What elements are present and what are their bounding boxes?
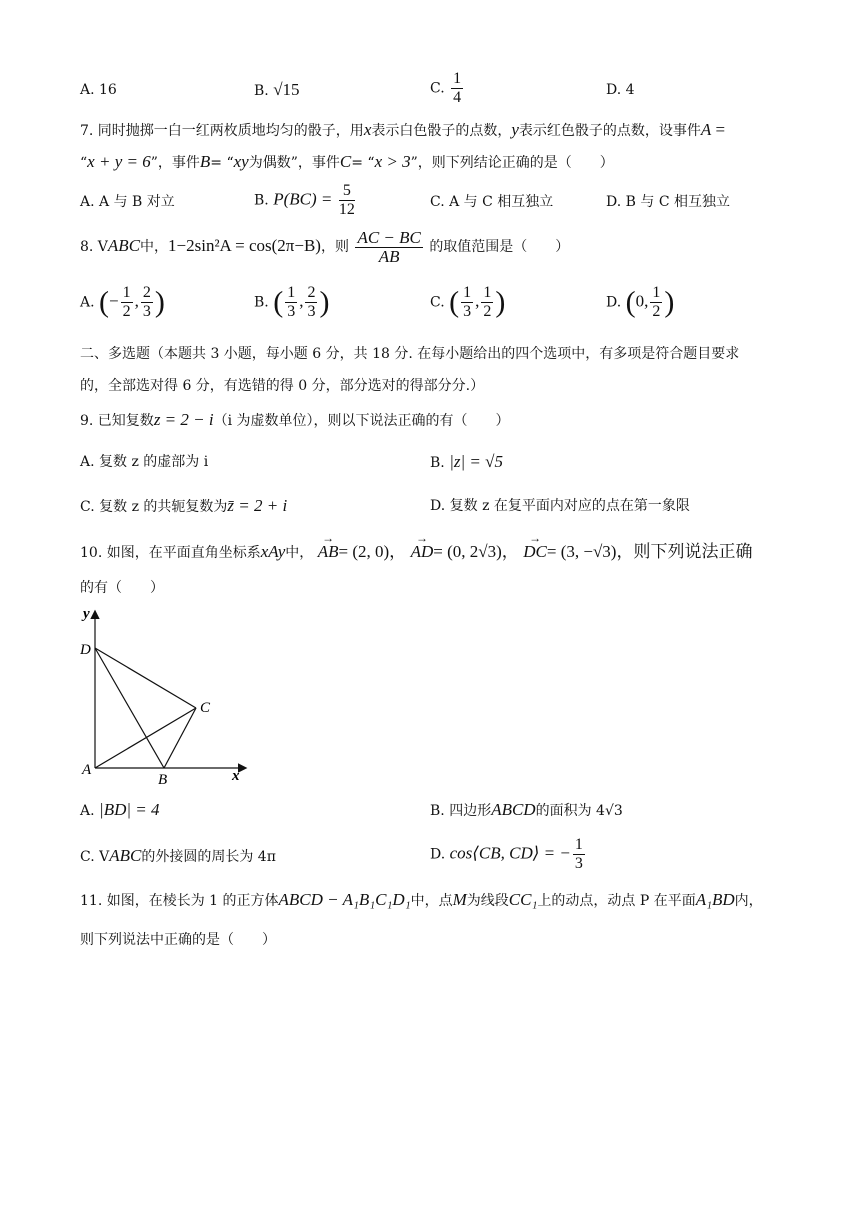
q6-option-b-value: √15 [273, 80, 300, 99]
fig-label-b: B [158, 772, 168, 784]
fig-label-d: D [80, 642, 91, 658]
q8-option-d: D. (0, $\frac{1}{2}$ ) [606, 284, 675, 320]
fig-label-a: A [82, 762, 92, 778]
fig-label-x: x [232, 768, 240, 784]
section2-heading-line2: 的，全部选对得 6 分，有选错的得 0 分，部分选对的得部分分.） [80, 378, 485, 394]
q7-stem-line2: “x + y = 6”，事件B= “xy为偶数”，事件C= “x > 3”，则下列结论正确的是（ ） [80, 152, 614, 171]
q9-option-b: B. |z| = √5 [430, 452, 503, 471]
q6-option-b-label: B. [254, 83, 269, 99]
q6-option-a: A. 16 [80, 82, 117, 98]
segment-db [95, 648, 164, 768]
q7-option-b: B. P(BC) = $\frac{5}{12}$ [254, 182, 355, 218]
q10-stem-line1: 10. 如图，在平面直角坐标系xAy中， → AB= (2, 0)， → AD= (0, 2√3)， → DC= (3, −√3)，则下列说法正确 [80, 542, 752, 563]
fig-label-y: y [83, 606, 90, 622]
q8-option-c: C. ( $\frac{1}{3}$ , $\frac{1}{2}$ ) [430, 284, 506, 320]
q6-option-c-label: C. [430, 80, 445, 97]
q9-option-a: A. 复数 z 的虚部为 i [80, 454, 209, 470]
q11-stem-line2: 则下列说法中正确的是（ ） [80, 932, 276, 948]
q9-option-d: D. 复数 z 在复平面内对应的点在第一象限 [430, 498, 690, 514]
q7-option-a: A. A 与 B 对立 [80, 194, 175, 210]
q6-option-c-fraction: $\frac{1}{4}$ [453, 70, 462, 106]
q9-stem: 9. 已知复数z = 2 − i（i 为虚数单位），则以下说法正确的有（ ） [80, 410, 510, 429]
q10-option-c: C. VABC的外接圆的周长为 4π [80, 846, 276, 865]
q8-option-a: A. (− $\frac{1}{2}$ , $\frac{2}{3}$ ) [80, 284, 165, 320]
q7-stem-line1: 7. 同时抛掷一白一红两枚质地均匀的骰子，用x表示白色骰子的点数，y表示红色骰子的点数，设事件A = [80, 120, 726, 139]
q8-stem: 8. VABC中，1−2sin²A = cos(2π−B)，则 $\frac{AC - BC}{AB}$ 的取值范围是（ ） [80, 227, 570, 266]
q6-option-b [254, 80, 300, 101]
q10-stem-line2: 的有（ ） [80, 580, 164, 596]
segment-ac [95, 708, 196, 768]
q10-figure [80, 604, 260, 784]
q10-option-b: B. 四边形ABCD的面积为 4√3 [430, 800, 623, 819]
q10-option-d: D. cos⟨CB, CD⟩ = − $\frac{1}{3}$ [430, 836, 583, 872]
q6-option-d: D. 4 [606, 82, 635, 98]
fig-label-c: C [200, 700, 211, 716]
segment-dc [95, 648, 196, 708]
q9-option-c: C. 复数 z 的共轭复数为z̄ = 2 + i [80, 496, 288, 515]
q10-option-a: A. |BD| = 4 [80, 800, 160, 819]
q11-stem-line1: 11. 如图，在棱长为 1 的正方体ABCD − A₁B₁C₁D₁中，点M为线段CC₁上的动点，动点 P 在平面A₁BD内， [80, 890, 763, 909]
q7-option-c: C. A 与 C 相互独立 [430, 194, 554, 210]
q6-option-c [430, 70, 465, 107]
q8-option-b: B. ( $\frac{1}{3}$ , $\frac{2}{3}$ ) [254, 284, 330, 320]
section2-heading-line1: 二、多选题（本题共 3 小题，每小题 6 分，共 18 分. 在每小题给出的四个选项中，有多项是符合题目要求 [80, 346, 740, 362]
q7-option-d: D. B 与 C 相互独立 [606, 194, 730, 210]
